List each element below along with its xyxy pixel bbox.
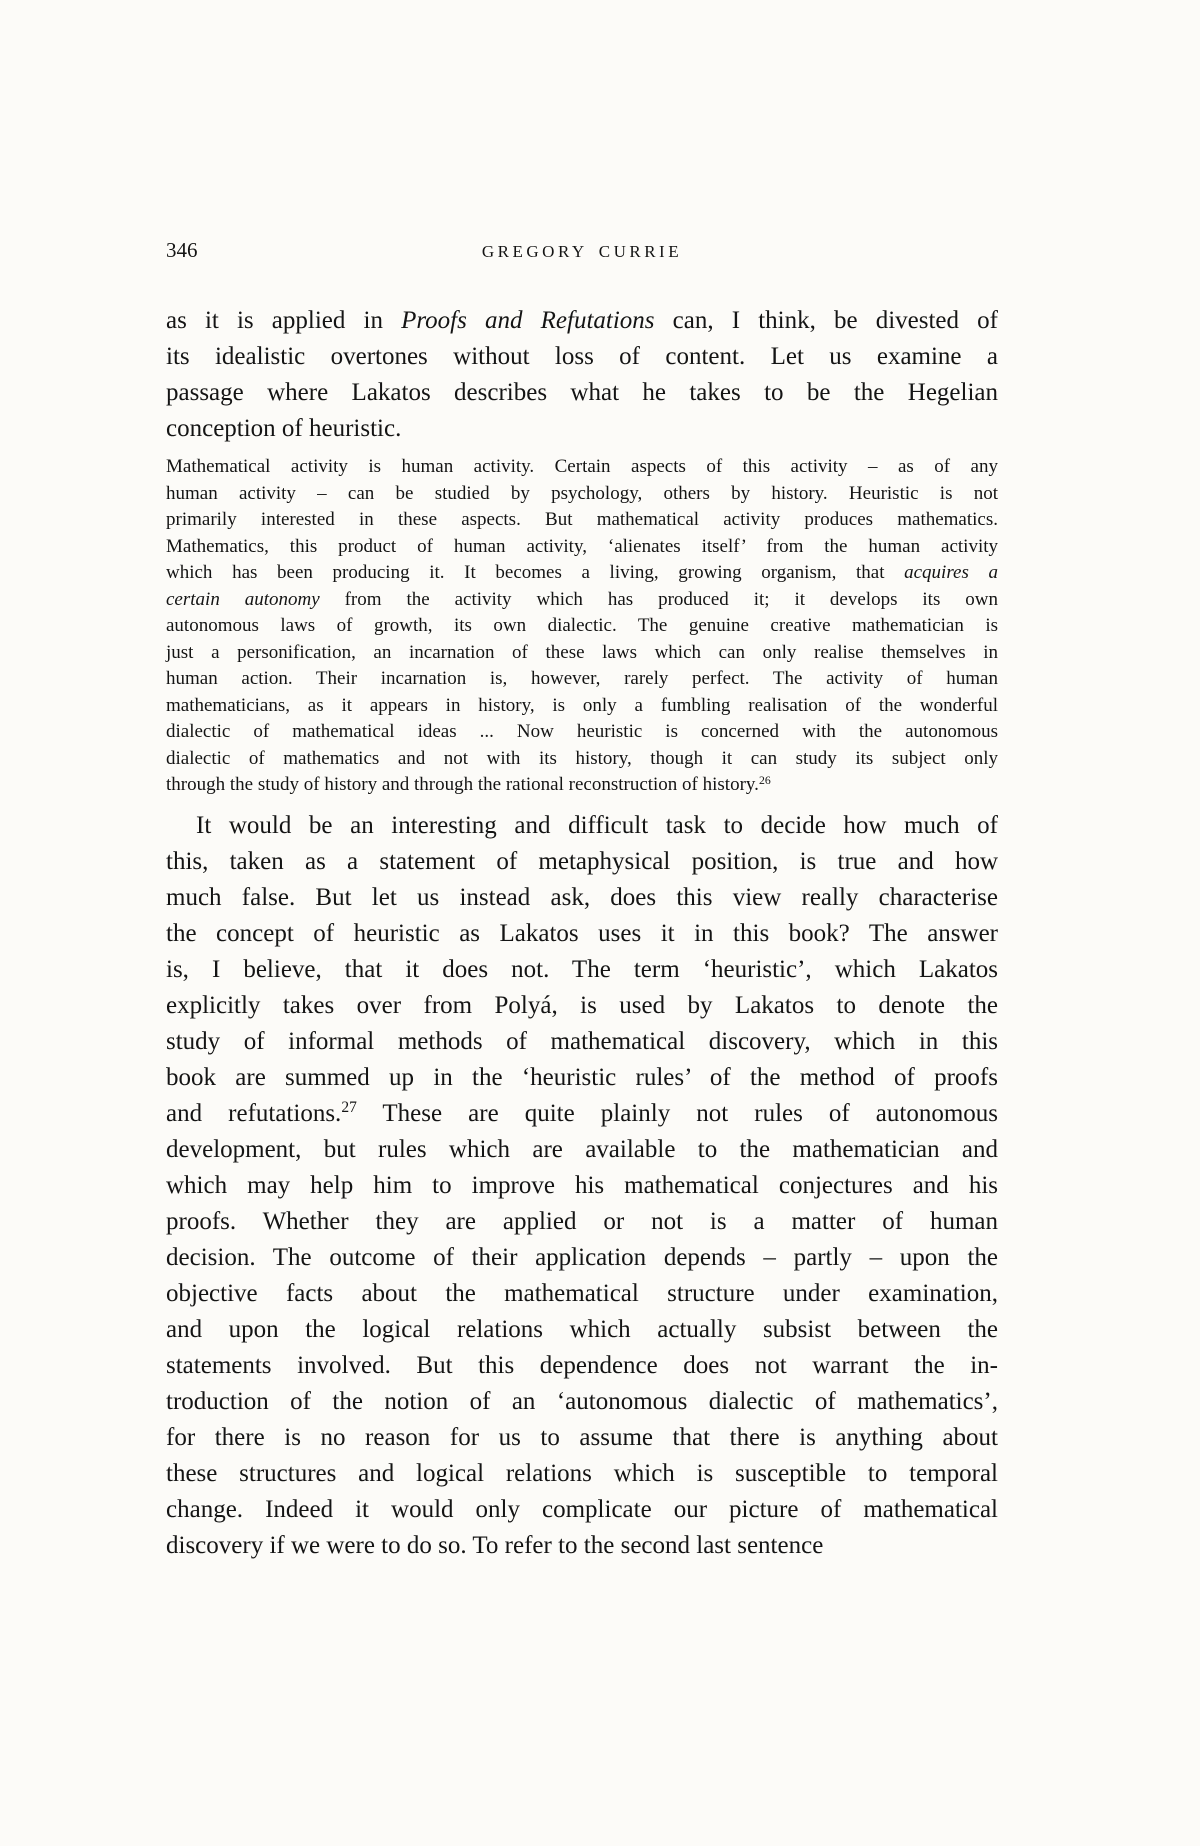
text-segment: mathematicians, as it appears in history, is only a fumbling realisation of the wonderful [166,694,998,716]
text-segment: It would be an interesting and difficult task to decide how much of [196,812,998,839]
text-segment: for there is no reason for us to assume that there is anything about [166,1424,998,1451]
text-line [166,1168,998,1204]
text-line [166,339,998,375]
text-line [166,1060,998,1096]
text-segment: These are quite plainly not rules of autonomous [356,1100,998,1127]
text-line [166,1024,998,1060]
text-line [166,693,998,720]
text-segment: which has been producing it. It becomes a living, growing organism, that [166,562,905,583]
text-segment: conception of heuristic. [166,415,402,442]
text-segment: and upon the logical relations which actually subsist between the [166,1316,998,1343]
text-line [166,507,998,534]
text-line [166,1240,998,1276]
text-segment: from the activity which has produced it; it develops its own [319,588,998,610]
text-segment: these structures and logical relations which is susceptible to temporal [166,1460,998,1487]
text-line [166,454,998,481]
paragraph-discussion [166,808,998,1564]
text-segment: objective facts about the mathematical structure under examination, [166,1280,998,1307]
text-line [166,1384,998,1420]
text-segment: proofs. Whether they are applied or not is a matter of human [166,1208,998,1235]
text-segment: human action. Their incarnation is, however, rarely perfect. The activity of human [166,668,998,689]
text-segment: just a personification, an incarnation of these laws which can only realise themselves in [166,641,998,663]
italic-text: Proofs and Refutations [401,307,655,334]
text-line [166,1312,998,1348]
text-segment: Mathematics, this product of human activity, ‘alienates itself’ from the human activity [166,535,998,557]
text-segment: study of informal methods of mathematical discovery, which in this [166,1028,998,1055]
text-line [166,481,998,508]
text-line [166,375,998,411]
text-segment: autonomous laws of growth, its own dialectic. The genuine creative mathematician is [166,615,998,636]
text-line [166,880,998,916]
text-segment: through the study of history and through the rational reconstruction of history. [166,774,759,795]
text-line [166,1456,998,1492]
text-line [166,613,998,640]
italic-text: acquires a [904,562,998,583]
text-line [166,772,998,799]
text-line [166,303,998,339]
text-segment: troduction of the notion of an ‘autonomous dialectic of mathematics’, [166,1388,998,1415]
text-line [166,587,998,614]
text-segment: dialectic of mathematical ideas ... Now heuristic is concerned with the autonomous [166,721,998,742]
text-line [166,1132,998,1168]
text-line [166,746,998,773]
text-segment: much false. But let us instead ask, does this view really characterise [166,884,998,911]
text-line [166,1528,998,1564]
text-line [166,988,998,1024]
text-line [166,916,998,952]
running-head: GREGORY CURRIE [481,242,683,261]
text-segment: dialectic of mathematics and not with its history, though it can study its subject only [166,747,998,769]
text-line [166,1096,998,1132]
text-segment: development, but rules which are available to the mathematician and [166,1136,998,1163]
page-header [166,238,998,264]
text-segment: discovery if we were to do so. To refer to the second last sentence [166,1532,824,1559]
text-segment: as it is applied in [166,307,402,334]
text-line [166,1204,998,1240]
text-segment: and refutations. [166,1100,342,1127]
text-line [166,640,998,667]
italic-text: certain autonomy [166,588,320,610]
text-segment: Mathematical activity is human activity. Certain aspects of this activity – as of any [166,456,998,477]
text-line [166,666,998,693]
text-line [166,1276,998,1312]
page-number: 346 [166,238,198,262]
text-segment: explicitly takes over from Polyá, is used by Lakatos to denote the [166,992,998,1019]
text-segment: can, I think, be divested of [654,307,998,334]
text-line [166,1420,998,1456]
text-line [166,844,998,880]
text-segment: change. Indeed it would only complicate our picture of mathematical [166,1496,998,1523]
text-segment: is, I believe, that it does not. The term ‘heuristic’, which Lakatos [166,956,998,983]
footnote-reference: 27 [341,1099,357,1117]
text-segment: its idealistic overtones without loss of content. Let us examine a [166,343,998,370]
text-segment: passage where Lakatos describes what he takes to be the Hegelian [166,379,998,406]
text-line [166,808,998,844]
text-line [166,1492,998,1528]
paragraph-intro [166,303,998,447]
text-line [166,1348,998,1384]
text-line [166,411,998,447]
text-line [166,534,998,561]
footnote-reference: 26 [758,773,771,787]
text-line [166,560,998,587]
text-segment: which may help him to improve his mathematical conjectures and his [166,1172,998,1199]
text-line [166,952,998,988]
text-segment: primarily interested in these aspects. But mathematical activity produces mathematics. [166,509,998,530]
text-segment: statements involved. But this dependence does not warrant the in- [166,1352,998,1379]
text-segment: human activity – can be studied by psychology, others by history. Heuristic is not [166,482,998,504]
text-segment: decision. The outcome of their application depends – partly – upon the [166,1244,998,1271]
block-quote-lakatos [166,454,998,799]
text-segment: this, taken as a statement of metaphysical position, is true and how [166,848,998,875]
text-line [166,719,998,746]
text-segment: book are summed up in the ‘heuristic rules’ of the method of proofs [166,1064,998,1091]
text-segment: the concept of heuristic as Lakatos uses it in this book? The answer [166,920,998,947]
